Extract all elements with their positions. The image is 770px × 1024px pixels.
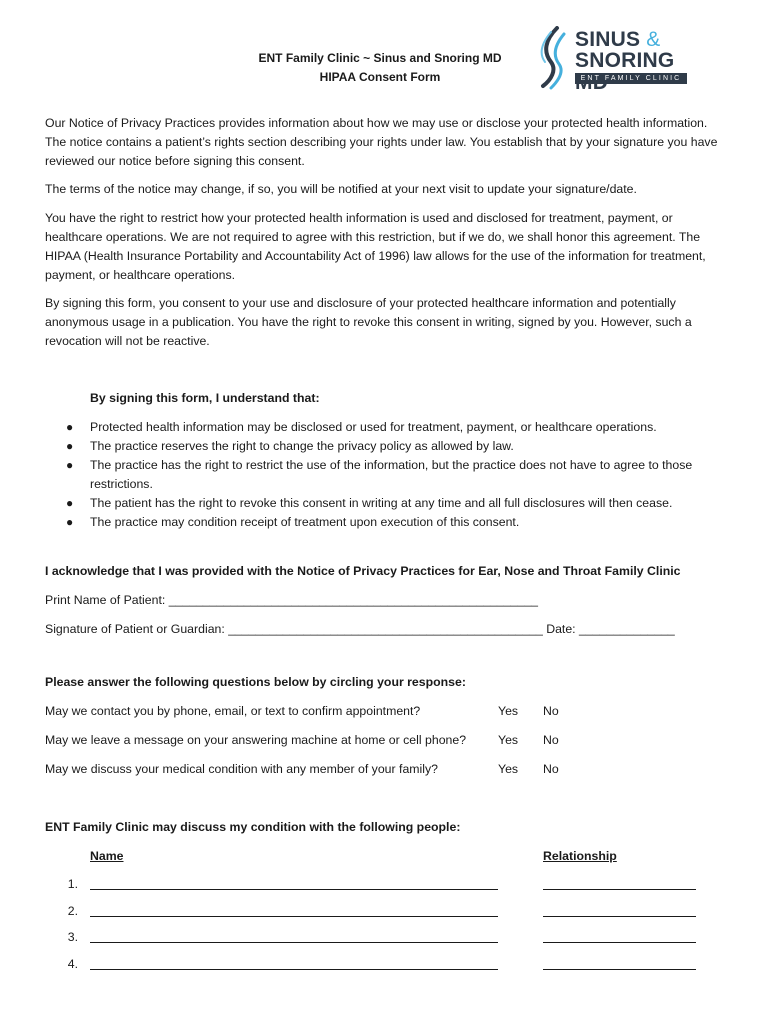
relationship-column-header: Relationship — [543, 849, 617, 863]
understand-list — [66, 418, 730, 532]
question-contact-yes[interactable]: Yes — [498, 704, 519, 718]
contact-row-number: 1. — [67, 877, 78, 891]
nose-wave-icon — [537, 26, 571, 90]
patient-name-field[interactable]: Print Name of Patient: ______________________________________________________ — [45, 593, 539, 607]
contacts-heading: ENT Family Clinic may discuss my condition with the following people: — [45, 820, 461, 834]
list-item — [66, 437, 730, 456]
intro-paragraph-3: You have the right to restrict how your protected health information is used and disclosed for treatment, payment, or healthcare operations. We are not required to agree with this restriction, but if we do, we shall honor this agreement. The HIPAA (Health Insurance Portability and Accountability Act of 1996) law allows for the use of the information for treatment, payment, or healthcare operations. — [45, 211, 706, 282]
contact-name-line[interactable] — [90, 969, 498, 970]
list-item — [66, 513, 730, 532]
list-item-text: The practice may condition receipt of treatment upon execution of this consent. — [90, 515, 520, 529]
understand-heading: By signing this form, I understand that: — [90, 391, 320, 405]
contact-relationship-line[interactable] — [543, 889, 696, 890]
contact-name-line[interactable] — [90, 942, 498, 943]
question-family-yes[interactable]: Yes — [498, 762, 519, 776]
bullet-icon: ● — [66, 515, 74, 529]
questions-heading: Please answer the following questions below by circling your response: — [45, 675, 466, 689]
question-message-yes[interactable]: Yes — [498, 733, 519, 747]
question-contact: May we contact you by phone, email, or text to confirm appointment? — [45, 704, 421, 718]
list-item-text: The patient has the right to revoke this consent in writing at any time and all full disclosures will then cease. — [90, 496, 673, 510]
list-item — [66, 418, 730, 437]
form-title-line1: ENT Family Clinic ~ Sinus and Snoring MD — [258, 51, 502, 65]
logo-word-snoring: SNORING — [575, 49, 675, 72]
list-item-text: The practice has the right to restrict the use of the information, but the practice does not have to agree to those restrictions. — [90, 458, 693, 491]
intro-paragraph-4: By signing this form, you consent to your use and disclosure of your protected healthcare information and potentially anonymous usage in a publication. You have the right to revoke this consent in writing, signed by you. However, such a revocation will not be reactive. — [45, 296, 692, 348]
bullet-icon: ● — [66, 458, 74, 472]
contact-relationship-line[interactable] — [543, 969, 696, 970]
list-item-text: Protected health information may be disclosed or used for treatment, payment, or healthcare operations. — [90, 420, 657, 434]
logo-word1: SINUS — [575, 28, 641, 51]
logo-ampersand: & — [646, 28, 661, 51]
form-title-line2: HIPAA Consent Form — [319, 70, 441, 84]
list-item-text: The practice reserves the right to change the privacy policy as allowed by law. — [90, 439, 514, 453]
intro-paragraph-2: The terms of the notice may change, if so, you will be notified at your next visit to update your signature/date. — [45, 182, 637, 196]
contact-row-number: 3. — [67, 930, 78, 944]
bullet-icon: ● — [66, 420, 74, 434]
question-family-no[interactable]: No — [543, 762, 559, 776]
question-contact-no[interactable]: No — [543, 704, 559, 718]
signature-date-field[interactable]: Signature of Patient or Guardian: ______________________________________________ Date: ______________ — [45, 622, 675, 636]
contact-name-line[interactable] — [90, 916, 498, 917]
form-title — [230, 49, 530, 87]
logo-word-sinus — [575, 29, 660, 51]
intro-paragraph-1: Our Notice of Privacy Practices provides information about how we may use or disclose your protected health information. The notice contains a patient’s rights section describing your rights under law. You establish that by your signature you have reviewed our notice before signing this consent. — [45, 116, 718, 168]
question-message-no[interactable]: No — [543, 733, 559, 747]
contact-row-number: 4. — [67, 957, 78, 971]
contact-relationship-line[interactable] — [543, 916, 696, 917]
question-message: May we leave a message on your answering machine at home or cell phone? — [45, 733, 467, 747]
bullet-icon: ● — [66, 439, 74, 453]
acknowledgement-statement: I acknowledge that I was provided with the Notice of Privacy Practices for Ear, Nose and Throat Family Clinic — [45, 564, 681, 578]
list-item — [66, 456, 730, 494]
contact-relationship-line[interactable] — [543, 942, 696, 943]
name-column-header: Name — [90, 849, 124, 863]
bullet-icon: ● — [66, 496, 74, 510]
list-item — [66, 494, 730, 513]
question-family: May we discuss your medical condition with any member of your family? — [45, 762, 438, 776]
logo-tagline: ENT FAMILY CLINIC — [575, 73, 687, 84]
contact-row-number: 2. — [67, 904, 78, 918]
contact-name-line[interactable] — [90, 889, 498, 890]
clinic-logo — [537, 26, 707, 92]
